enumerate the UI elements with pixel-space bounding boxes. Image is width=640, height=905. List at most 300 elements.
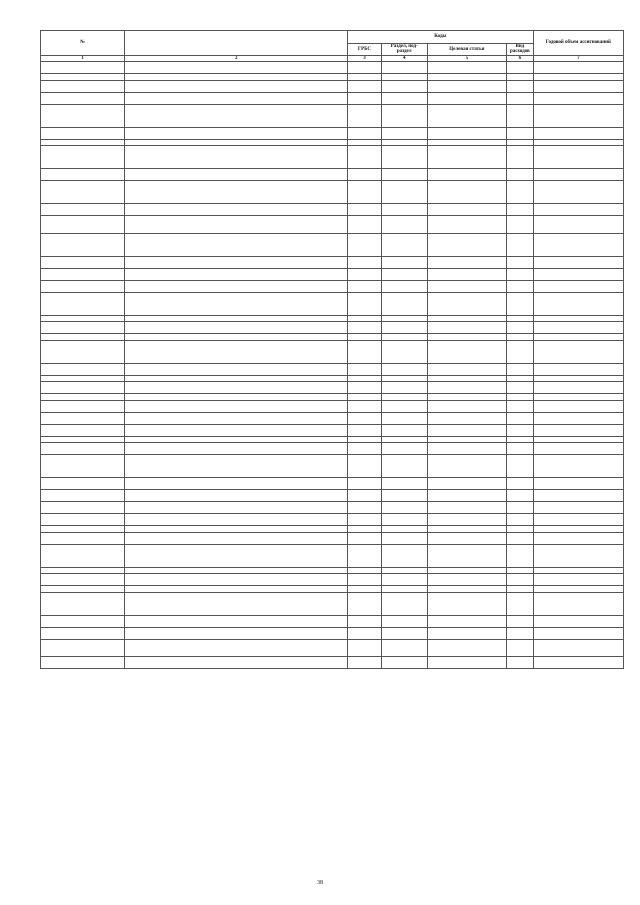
table-cell: [533, 615, 623, 627]
table-row: [41, 455, 624, 478]
table-cell: [125, 478, 348, 490]
table-cell: [348, 92, 382, 104]
table-cell: [125, 592, 348, 615]
table-cell: [507, 104, 534, 127]
table-row: [41, 478, 624, 490]
table-cell: [507, 443, 534, 455]
table-row: [41, 280, 624, 292]
table-cell: [41, 478, 125, 490]
table-cell: [41, 233, 125, 256]
table-cell: [507, 216, 534, 234]
table-row: [41, 382, 624, 394]
table-cell: [427, 181, 506, 204]
table-cell: [427, 657, 506, 669]
table-cell: [125, 92, 348, 104]
table-cell: [533, 627, 623, 639]
table-row: [41, 256, 624, 268]
table-cell: [427, 443, 506, 455]
table-cell: [427, 280, 506, 292]
table-cell: [348, 340, 382, 363]
table-cell: [381, 532, 427, 544]
table-cell: [381, 502, 427, 514]
table-cell: [125, 400, 348, 412]
table-cell: [533, 127, 623, 139]
table-cell: [533, 382, 623, 394]
table-cell: [125, 340, 348, 363]
table-cell: [348, 204, 382, 216]
table-cell: [507, 363, 534, 375]
table-cell: [533, 216, 623, 234]
table-cell: [348, 627, 382, 639]
table-cell: [41, 412, 125, 424]
table-cell: [41, 62, 125, 74]
table-cell: [348, 233, 382, 256]
table-cell: [533, 574, 623, 586]
table-cell: [41, 256, 125, 268]
column-number: 5: [427, 55, 506, 61]
table-cell: [381, 443, 427, 455]
table-cell: [533, 146, 623, 169]
table-row: [41, 146, 624, 169]
table-cell: [507, 80, 534, 92]
table-cell: [533, 322, 623, 334]
table-cell: [533, 412, 623, 424]
table-cell: [507, 455, 534, 478]
table-cell: [533, 478, 623, 490]
table-cell: [427, 322, 506, 334]
table-cell: [125, 127, 348, 139]
table-row: [41, 502, 624, 514]
table-cell: [507, 146, 534, 169]
column-number: 4: [381, 55, 427, 61]
table-cell: [348, 424, 382, 436]
table-cell: [381, 455, 427, 478]
table-cell: [381, 181, 427, 204]
table-cell: [41, 280, 125, 292]
budget-table: [40, 30, 624, 669]
table-cell: [507, 127, 534, 139]
table-cell: [125, 627, 348, 639]
table-row: [41, 62, 624, 74]
table-cell: [41, 615, 125, 627]
table-row: [41, 363, 624, 375]
table-cell: [533, 292, 623, 315]
table-cell: [348, 412, 382, 424]
table-cell: [381, 216, 427, 234]
table-row: [41, 615, 624, 627]
column-number: 7: [533, 55, 623, 61]
table-cell: [427, 80, 506, 92]
table-cell: [507, 233, 534, 256]
table-cell: [41, 104, 125, 127]
table-row: [41, 169, 624, 181]
table-cell: [348, 532, 382, 544]
table-cell: [427, 490, 506, 502]
header-codes: Коды: [348, 31, 534, 44]
table-cell: [507, 268, 534, 280]
table-cell: [533, 424, 623, 436]
table-row: [41, 216, 624, 234]
table-cell: [533, 443, 623, 455]
table-row: [41, 80, 624, 92]
table-cell: [507, 502, 534, 514]
table-cell: [348, 280, 382, 292]
table-cell: [348, 657, 382, 669]
table-cell: [507, 657, 534, 669]
table-cell: [507, 615, 534, 627]
table-cell: [381, 490, 427, 502]
table-row: [41, 574, 624, 586]
table-cell: [125, 657, 348, 669]
table-cell: [348, 502, 382, 514]
table-cell: [348, 104, 382, 127]
table-cell: [427, 574, 506, 586]
table-cell: [533, 544, 623, 567]
table-cell: [427, 455, 506, 478]
table-cell: [125, 62, 348, 74]
table-cell: [125, 574, 348, 586]
table-cell: [533, 502, 623, 514]
table-cell: [381, 544, 427, 567]
table-cell: [533, 268, 623, 280]
table-cell: [348, 443, 382, 455]
table-cell: [125, 233, 348, 256]
table-cell: [41, 657, 125, 669]
table-cell: [427, 502, 506, 514]
table-row: [41, 322, 624, 334]
table-cell: [125, 639, 348, 657]
table-cell: [41, 532, 125, 544]
table-cell: [381, 657, 427, 669]
table-cell: [381, 127, 427, 139]
table-cell: [41, 639, 125, 657]
table-cell: [381, 363, 427, 375]
table-cell: [427, 424, 506, 436]
table-row: [41, 490, 624, 502]
table-cell: [41, 490, 125, 502]
table-cell: [41, 382, 125, 394]
table-cell: [348, 256, 382, 268]
table-cell: [427, 127, 506, 139]
table-cell: [125, 216, 348, 234]
table-cell: [533, 169, 623, 181]
table-cell: [348, 490, 382, 502]
table-row: [41, 400, 624, 412]
table-cell: [427, 340, 506, 363]
header-target: Целевая статья: [427, 44, 506, 56]
table-cell: [125, 363, 348, 375]
table-cell: [125, 424, 348, 436]
table-cell: [348, 181, 382, 204]
header-annual: Годовой объем ассигнований: [533, 31, 623, 56]
table-cell: [381, 169, 427, 181]
table-cell: [41, 216, 125, 234]
table-cell: [381, 322, 427, 334]
table-cell: [348, 127, 382, 139]
table-cell: [533, 363, 623, 375]
table-cell: [427, 514, 506, 526]
table-cell: [507, 639, 534, 657]
table-cell: [348, 146, 382, 169]
table-cell: [41, 455, 125, 478]
table-cell: [381, 592, 427, 615]
table-row: [41, 424, 624, 436]
table-row: [41, 514, 624, 526]
table-cell: [125, 382, 348, 394]
table-cell: [125, 104, 348, 127]
table-cell: [125, 455, 348, 478]
table-cell: [427, 268, 506, 280]
table-cell: [381, 514, 427, 526]
table-cell: [427, 639, 506, 657]
table-cell: [41, 363, 125, 375]
table-cell: [507, 340, 534, 363]
table-cell: [125, 268, 348, 280]
table-cell: [533, 490, 623, 502]
table-cell: [381, 104, 427, 127]
table-cell: [381, 62, 427, 74]
table-cell: [41, 592, 125, 615]
table-cell: [381, 268, 427, 280]
table-cell: [41, 340, 125, 363]
table-cell: [533, 62, 623, 74]
table-cell: [381, 639, 427, 657]
table-cell: [381, 233, 427, 256]
table-cell: [41, 146, 125, 169]
column-number: 1: [41, 55, 125, 61]
table-cell: [381, 204, 427, 216]
table-cell: [41, 544, 125, 567]
header-number: №: [41, 31, 125, 56]
table-cell: [41, 80, 125, 92]
table-cell: [381, 627, 427, 639]
table-cell: [348, 514, 382, 526]
table-cell: [533, 514, 623, 526]
table-cell: [507, 490, 534, 502]
table-cell: [427, 104, 506, 127]
table-row: [41, 292, 624, 315]
table-cell: [427, 216, 506, 234]
table-cell: [348, 363, 382, 375]
table-cell: [348, 62, 382, 74]
table-cell: [507, 544, 534, 567]
table-cell: [348, 615, 382, 627]
table-cell: [533, 532, 623, 544]
table-cell: [507, 181, 534, 204]
table-cell: [381, 400, 427, 412]
table-cell: [381, 412, 427, 424]
table-cell: [533, 280, 623, 292]
table-cell: [41, 169, 125, 181]
table-cell: [348, 478, 382, 490]
table-cell: [348, 292, 382, 315]
table-cell: [533, 455, 623, 478]
table-cell: [125, 490, 348, 502]
table-cell: [533, 80, 623, 92]
table-row: [41, 627, 624, 639]
table-cell: [381, 382, 427, 394]
table-cell: [348, 574, 382, 586]
table-cell: [381, 80, 427, 92]
table-cell: [125, 169, 348, 181]
table-row: [41, 544, 624, 567]
table-row: [41, 340, 624, 363]
table-cell: [427, 169, 506, 181]
table-cell: [507, 532, 534, 544]
table-cell: [41, 92, 125, 104]
table-row: [41, 443, 624, 455]
table-cell: [381, 146, 427, 169]
table-cell: [348, 639, 382, 657]
table-cell: [427, 412, 506, 424]
table-cell: [381, 92, 427, 104]
table-cell: [507, 92, 534, 104]
header-name: [125, 31, 348, 56]
table-cell: [348, 455, 382, 478]
table-cell: [125, 514, 348, 526]
table-cell: [507, 627, 534, 639]
table-cell: [41, 268, 125, 280]
table-cell: [427, 478, 506, 490]
table-cell: [348, 268, 382, 280]
table-cell: [507, 412, 534, 424]
table-cell: [41, 181, 125, 204]
table-cell: [41, 574, 125, 586]
table-cell: [507, 592, 534, 615]
column-number: 2: [125, 55, 348, 61]
table-cell: [348, 169, 382, 181]
table-cell: [41, 204, 125, 216]
table-cell: [533, 181, 623, 204]
table-cell: [381, 574, 427, 586]
table-cell: [41, 443, 125, 455]
table-cell: [125, 280, 348, 292]
table-row: [41, 412, 624, 424]
table-cell: [381, 340, 427, 363]
table-cell: [41, 627, 125, 639]
table-cell: [507, 424, 534, 436]
table-cell: [507, 204, 534, 216]
table-row: [41, 268, 624, 280]
table-cell: [427, 627, 506, 639]
table-cell: [533, 592, 623, 615]
table-cell: [427, 592, 506, 615]
table-row: [41, 204, 624, 216]
table-cell: [125, 256, 348, 268]
table-cell: [507, 169, 534, 181]
table-cell: [507, 478, 534, 490]
table-cell: [427, 146, 506, 169]
header-section: Раздел, под-раздел: [381, 44, 427, 56]
table-cell: [427, 92, 506, 104]
table-cell: [125, 443, 348, 455]
table-cell: [533, 340, 623, 363]
table-cell: [125, 322, 348, 334]
column-number: 3: [348, 55, 382, 61]
column-number: 6: [507, 55, 534, 61]
table-cell: [427, 615, 506, 627]
table-cell: [427, 544, 506, 567]
table-row: [41, 181, 624, 204]
table-cell: [348, 80, 382, 92]
table-cell: [348, 216, 382, 234]
table-cell: [507, 400, 534, 412]
table-cell: [125, 412, 348, 424]
table-cell: [348, 400, 382, 412]
table-header: [41, 31, 624, 62]
table-cell: [381, 256, 427, 268]
table-cell: [533, 657, 623, 669]
table-cell: [41, 127, 125, 139]
table-cell: [533, 104, 623, 127]
table-cell: [381, 424, 427, 436]
header-grbs: ГРБС: [348, 44, 382, 56]
table-cell: [41, 322, 125, 334]
table-cell: [125, 502, 348, 514]
table-row: [41, 592, 624, 615]
table-row: [41, 233, 624, 256]
table-cell: [427, 204, 506, 216]
table-cell: [427, 292, 506, 315]
table-cell: [348, 322, 382, 334]
table-row: [41, 127, 624, 139]
table-cell: [41, 514, 125, 526]
table-cell: [533, 400, 623, 412]
table-cell: [427, 363, 506, 375]
table-cell: [125, 615, 348, 627]
table-cell: [533, 639, 623, 657]
table-cell: [507, 574, 534, 586]
table-cell: [41, 400, 125, 412]
table-cell: [533, 233, 623, 256]
table-cell: [41, 424, 125, 436]
table-row: [41, 639, 624, 657]
table-cell: [381, 292, 427, 315]
table-cell: [427, 400, 506, 412]
table-cell: [427, 233, 506, 256]
table-cell: [533, 92, 623, 104]
table-row: [41, 532, 624, 544]
table-cell: [533, 204, 623, 216]
table-cell: [381, 280, 427, 292]
table-cell: [427, 532, 506, 544]
page-number: 38: [317, 880, 323, 886]
table-cell: [507, 62, 534, 74]
header-expense-type: Вид расходов: [507, 44, 534, 56]
table-cell: [427, 382, 506, 394]
table-cell: [427, 62, 506, 74]
table-cell: [348, 592, 382, 615]
table-row: [41, 92, 624, 104]
table-cell: [41, 502, 125, 514]
table-cell: [507, 322, 534, 334]
table-cell: [125, 544, 348, 567]
table-cell: [41, 292, 125, 315]
table-cell: [348, 382, 382, 394]
table-cell: [348, 544, 382, 567]
table-cell: [507, 256, 534, 268]
table-cell: [381, 478, 427, 490]
table-cell: [507, 514, 534, 526]
table-cell: [125, 80, 348, 92]
table-cell: [507, 292, 534, 315]
table-cell: [381, 615, 427, 627]
table-cell: [507, 382, 534, 394]
table-cell: [507, 280, 534, 292]
table-cell: [125, 292, 348, 315]
table-cell: [427, 256, 506, 268]
table-cell: [533, 256, 623, 268]
